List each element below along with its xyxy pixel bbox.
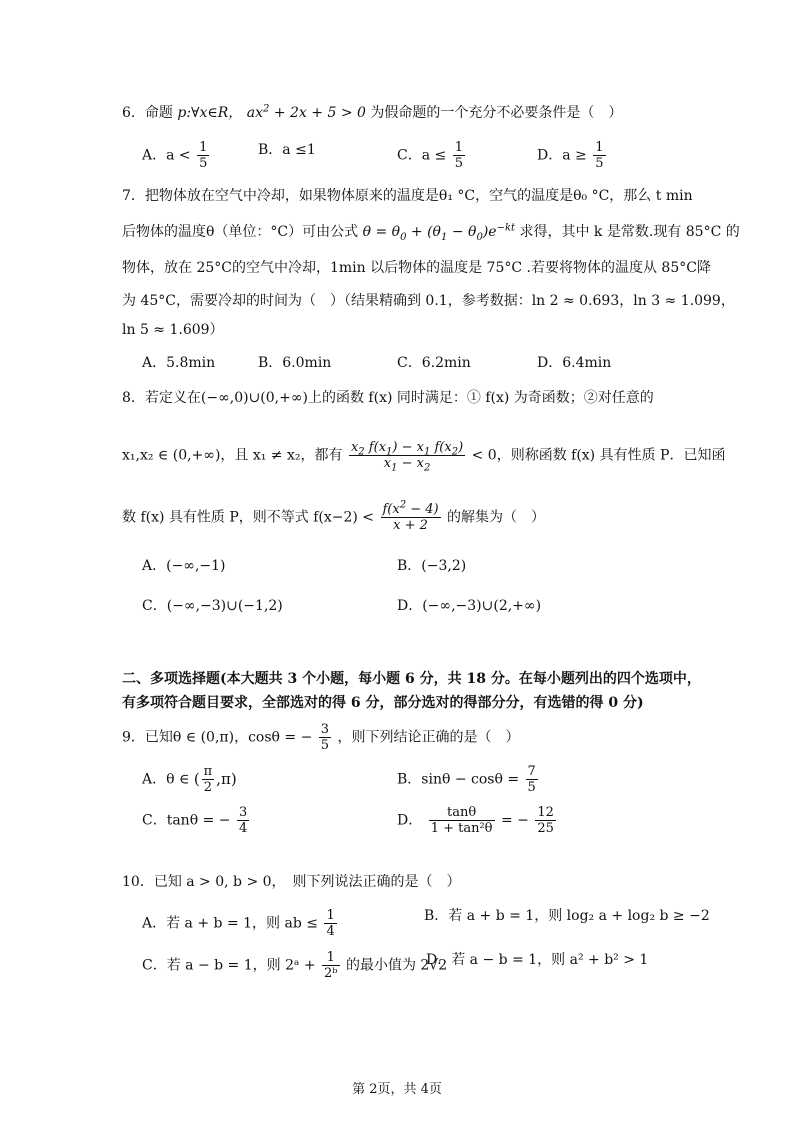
q7-line-4: 为 45°C，需要冷却的时间为（ ）（结果精确到 0.1，参考数据：ln 2 ≈ 0.693，ln 3 ≈ 1.099， [122, 293, 735, 309]
q6-stem-a: 6．命题 [122, 105, 173, 121]
q8-line-2a: x₁,x₂ ∈ (0,+∞)，且 x₁ ≠ x₂，都有 [122, 447, 343, 464]
q10-option-a[interactable] [142, 908, 339, 939]
q6-stem-b: 为假命题的一个充分不必要条件是（ ） [370, 105, 623, 121]
q8-option-c[interactable]: C．(−∞,−3)∪(−1,2) [142, 598, 283, 614]
q10-option-a-frac: $\frac{1}{4}$ [326, 908, 335, 939]
q9-option-d-label: D． [397, 812, 423, 829]
q8-condition-frac: $\frac{x_2 f(x_1) - x_1 f(x_2)}{x_1 - x_2}$ [350, 440, 464, 474]
q6-option-b[interactable] [258, 140, 316, 160]
page-footer: 第 2页，共 4页 [352, 1082, 442, 1097]
q9-option-a[interactable] [142, 764, 237, 795]
q7-line-3: 物体，放在 25°C的空气中冷却，1min 以后物体的温度是 75°C .若要将物体的温度从 85°C降 [122, 260, 711, 276]
q9-option-b[interactable] [397, 764, 540, 795]
q9-option-a-interval: ( $\frac{\pi}{2}$ ,π) [193, 764, 237, 795]
section-2-heading-line-1: 二、多项选择题(本大题共 3 个小题，每小题 6 分，共 18 分。在每小题列出的四个选项中， [122, 671, 701, 687]
q9-stem-b: ，则下列结论正确的是（ ） [337, 729, 520, 746]
q8-line-3 [122, 499, 546, 533]
q6-option-d-label: D．a ≥ [537, 147, 587, 164]
q10-option-c-frac: $\frac{1}{\text{2ᵇ}}$ [324, 950, 338, 981]
q9-option-d[interactable] [397, 805, 558, 836]
q9-option-a-label: A．θ ∈ [142, 771, 190, 788]
q10-option-c[interactable] [142, 950, 447, 981]
q7-option-a[interactable]: A．5.8min [142, 355, 216, 371]
q9-cos-frac: $\frac{3}{5}$ [320, 722, 330, 753]
q7-option-d[interactable]: D．6.4min [537, 355, 612, 371]
q6-option-a[interactable] [142, 140, 211, 171]
q7-line-2a: 后物体的温度θ（单位：°C）可由公式 [122, 224, 359, 240]
q8-line-2 [122, 440, 726, 474]
q8-option-b[interactable]: B．(−3,2) [397, 558, 467, 574]
q6-option-d[interactable] [537, 140, 608, 171]
q6-option-c[interactable] [397, 140, 467, 171]
q9-option-c-frac: $\frac{3}{4}$ [238, 805, 248, 836]
q9-option-c[interactable] [142, 805, 251, 836]
q7-formula: $\theta = \theta_0 + (\theta_1 - \theta_0)e^{-kt}$ [362, 222, 516, 243]
q8-inequality-frac: $\frac{f(x^2 - 4)}{x + 2}$ [382, 499, 439, 533]
q9-stem [122, 722, 520, 753]
q10-stem: 10．已知 a > 0, b > 0， 则下列说法正确的是（ ） [122, 874, 461, 890]
q6-p-def: p:∀x∈R， [177, 105, 243, 121]
q6-option-a-frac: $\frac{1}{5}$ [199, 140, 208, 171]
q7-option-b[interactable]: B．6.0min [258, 355, 332, 371]
q9-option-d-frac: $\frac{\tan\theta}{\text{1 + tan²θ}}$ [430, 805, 493, 836]
section-2-heading-line-2: 有多项符合题目要求，全部选对的得 6 分，部分选对的得部分分，有选错的得 0 分) [122, 695, 644, 711]
q8-option-a[interactable]: A．(−∞,−1) [142, 558, 226, 574]
q6-inequality: $ax^2 + 2x + 5 > 0$ [246, 103, 366, 121]
q7-option-c[interactable]: C．6.2min [397, 355, 471, 371]
q10-option-b[interactable]: B．若 a + b = 1，则 log₂ a + log₂ b ≥ −2 [424, 908, 710, 924]
q7-line-5: ln 5 ≈ 1.609） [122, 322, 224, 338]
q9-option-d-frac-2: $\frac{12}{25}$ [537, 805, 554, 836]
q10-option-c-label: C．若 a − b = 1，则 2ᵃ + [142, 957, 316, 974]
q6-option-d-frac: $\frac{1}{5}$ [595, 140, 604, 171]
q8-line-3a: 数 f(x) 具有性质 P，则不等式 f(x−2) < [122, 509, 375, 526]
q7-line-2b: 求得，其中 k 是常数.现有 85°C 的 [519, 224, 740, 240]
q8-line-2b: < 0，则称函数 f(x) 具有性质 P．已知函 [471, 447, 726, 464]
q10-option-a-label: A．若 a + b = 1，则 ab ≤ [142, 915, 318, 932]
q9-option-d-rhs: = − [500, 812, 529, 829]
q9-option-b-frac: $\frac{7}{5}$ [527, 764, 536, 795]
q9-option-c-label: C．tanθ = − [142, 812, 231, 829]
q6-option-c-frac: $\frac{1}{5}$ [454, 140, 463, 171]
q8-line-1: 8．若定义在(−∞,0)∪(0,+∞)上的函数 f(x) 同时满足：① f(x) 为奇函数；②对任意的 [122, 390, 654, 406]
q9-option-b-label: B．sinθ − cosθ = [397, 771, 520, 788]
q8-line-3b: 的解集为（ ） [447, 509, 546, 526]
q7-line-2 [122, 222, 740, 242]
q8-option-d[interactable]: D．(−∞,−3)∪(2,+∞) [397, 598, 542, 614]
q9-stem-a: 9．已知θ ∈ (0,π)，cosθ = − [122, 729, 313, 746]
q6-stem [122, 103, 622, 123]
q6-option-c-label: C．a ≤ [397, 147, 447, 164]
q7-line-1: 7．把物体放在空气中冷却，如果物体原来的温度是θ₁ °C，空气的温度是θ₀ °C，那么 t min [122, 188, 693, 204]
q6-option-b-label: B．a ≤1 [258, 142, 316, 158]
q10-option-c-tail: 的最小值为 2√2 [345, 957, 448, 974]
q10-option-d[interactable]: D．若 a − b = 1，则 a² + b² > 1 [426, 952, 649, 968]
q6-option-a-label: A．a < [142, 147, 191, 164]
